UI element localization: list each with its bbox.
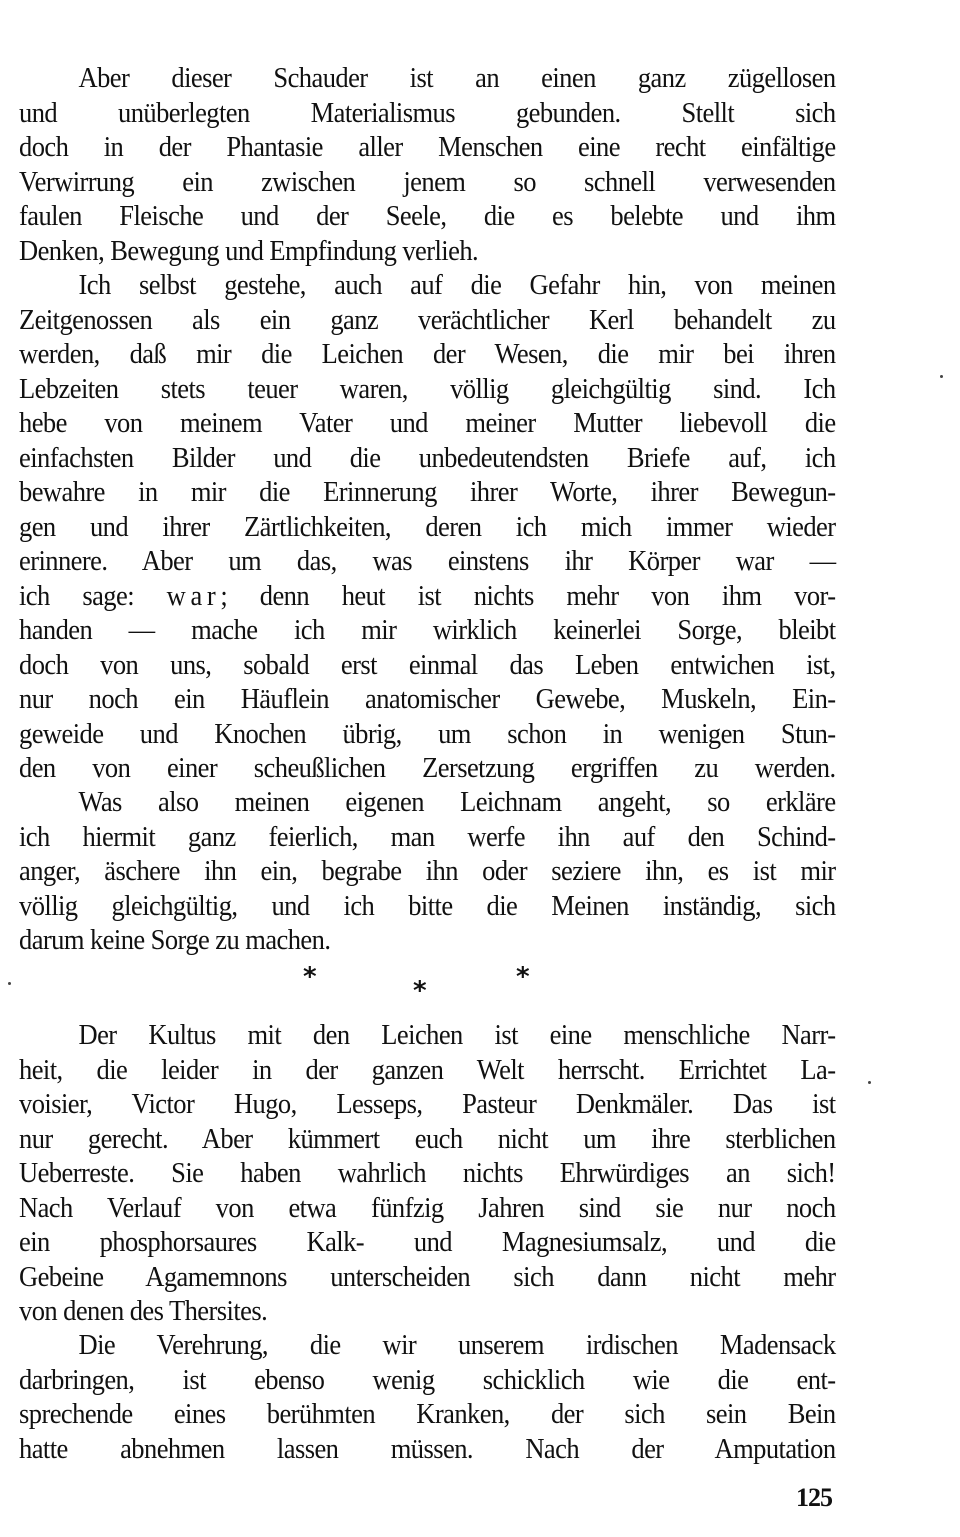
paragraph-4 (19, 1019, 836, 1330)
scan-speck (868, 1081, 871, 1084)
text-line: den von einer scheußlichen Zersetzung ergriffen zu werden. (19, 753, 836, 784)
text-line: Gebeine Agamemnons unterscheiden sich dann nicht mehr (19, 1261, 836, 1293)
paragraph-5 (19, 1329, 836, 1467)
text-line: voisier, Victor Hugo, Lesseps, Pasteur Denkmäler. Das ist (19, 1089, 836, 1120)
text-line: Lebzeiten stets teuer waren, völlig gleichgültig sind. Ich (19, 373, 836, 405)
text-line: sprechende eines berühmten Kranken, der sich sein Bein (19, 1399, 836, 1430)
asterisk-ornament: * (413, 976, 427, 1006)
text-line-emphasis (19, 580, 836, 615)
scan-speck (8, 982, 11, 985)
asterisk-ornament: * (303, 962, 317, 992)
text-line: hatte abnehmen lassen müssen. Nach der Amputation (19, 1433, 836, 1465)
text-line: hebe von meinem Vater und meiner Mutter liebevoll die (19, 408, 836, 439)
text-line: Aber dieser Schauder ist an einen ganz zügellosen (78, 63, 836, 94)
text-line: anger, äschere ihn ein, begrabe ihn oder seziere ihn, es ist mir (19, 856, 836, 887)
text-line: werden, daß mir die Leichen der Wesen, die mir bei ihren (19, 339, 836, 370)
spaced-emphasis-word: war (166, 580, 221, 612)
text-line: Ich selbst gestehe, auch auf die Gefahr hin, von meinen (78, 270, 836, 301)
paragraph-2 (19, 269, 836, 787)
text-line: und unüberlegten Materialismus gebunden. Stellt sich (19, 97, 836, 129)
text-line: erinnere. Aber um das, was einstens ihr Körper war — (19, 546, 836, 577)
text-line: Ueberreste. Sie haben wahrlich nichts Ehrwürdiges an sich! (19, 1158, 836, 1189)
text-line: nur gerecht. Aber kümmert euch nicht um ihre sterblichen (19, 1123, 836, 1155)
text-line: geweide und Knochen übrig, um schon in wenigen Stun- (19, 718, 836, 750)
text-line: Nach Verlauf von etwa fünfzig Jahren sind sie nur noch (19, 1192, 836, 1224)
text-line: Die Verehrung, die wir unserem irdischen Madensack (78, 1330, 836, 1361)
text-line: ich hiermit ganz feierlich, man werfe ihn auf den Schind- (19, 821, 836, 853)
asterisk-ornament: * (516, 962, 530, 992)
text-line: völlig gleichgültig, und ich bitte die Meinen inständig, sich (19, 890, 836, 922)
paragraph-3 (19, 786, 836, 959)
text-line: darbringen, ist ebenso wenig schicklich wie die ent- (19, 1364, 836, 1396)
text-line: ein phosphorsaures Kalk- und Magnesiumsalz, und die (19, 1227, 836, 1258)
text-line: faulen Fleische und der Seele, die es belebte und ihm (19, 201, 836, 232)
text-line: Zeitgenossen als ein ganz verächtlicher Kerl behandelt zu (19, 304, 836, 336)
text-line: darum keine Sorge zu machen. (19, 925, 331, 956)
text-line: Verwirrung ein zwischen jenem so schnell verwesenden (19, 166, 836, 198)
text-fragment: ich sage: (19, 580, 167, 612)
paragraph-1 (19, 62, 836, 269)
text-line: doch in der Phantasie aller Menschen eine recht einfältige (19, 132, 836, 163)
text-fragment: ; denn heut ist nichts mehr von ihm vor- (220, 580, 836, 612)
text-line: von denen des Thersites. (19, 1296, 268, 1327)
text-line: heit, die leider in der ganzen Welt herrscht. Errichtet La- (19, 1054, 836, 1086)
text-line: Was also meinen eigenen Leichnam angeht, so erkläre (78, 787, 836, 818)
scan-speck (940, 375, 943, 378)
text-line: Denken, Bewegung und Empfindung verlieh. (19, 235, 479, 267)
text-line: gen und ihrer Zärtlichkeiten, deren ich mich immer wieder (19, 511, 836, 543)
text-line: handen — mache ich mir wirklich keinerlei Sorge, bleibt (19, 615, 836, 646)
section-break (0, 962, 960, 1012)
text-line: Der Kultus mit den Leichen ist eine menschliche Narr- (78, 1020, 836, 1051)
text-line: einfachsten Bilder und die unbedeutendsten Briefe auf, ich (19, 442, 836, 474)
page-number: 125 (796, 1483, 832, 1512)
text-line: nur noch ein Häuflein anatomischer Gewebe, Muskeln, Ein- (19, 684, 836, 715)
text-line: bewahre in mir die Erinnerung ihrer Worte, ihrer Bewegun- (19, 477, 836, 508)
text-line: doch von uns, sobald erst einmal das Leben entwichen ist, (19, 649, 836, 681)
